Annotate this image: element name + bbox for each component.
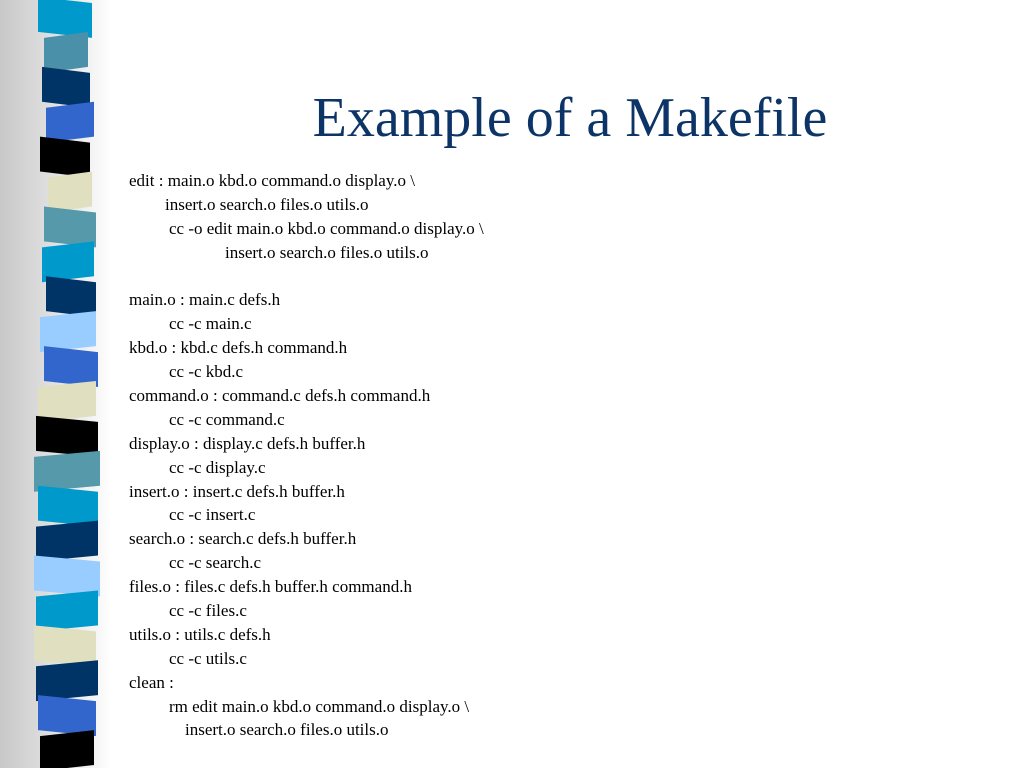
stripe-band [34, 451, 100, 492]
stripe-band [34, 556, 100, 597]
stripe-band [36, 660, 98, 701]
stripe-band [44, 346, 98, 387]
code-line: insert.o : insert.c defs.h buffer.h [129, 481, 345, 501]
stripe-band [42, 241, 94, 282]
code-line: files.o : files.c defs.h buffer.h command.h [129, 577, 412, 597]
stripe-band [40, 311, 96, 352]
code-line: command.o : command.c defs.h command.h [129, 386, 431, 406]
stripe-band [44, 206, 96, 247]
code-line: utils.o : utils.c defs.h [129, 624, 271, 644]
code-line: kbd.o : kbd.c defs.h command.h [129, 338, 348, 358]
code-line: search.o : search.c defs.h buffer.h [129, 529, 357, 549]
code-line: cc -c insert.c [169, 505, 256, 525]
stripe-band [34, 625, 96, 666]
code-line: rm edit main.o kbd.o command.o display.o \ [169, 696, 470, 716]
stripe-band [46, 276, 96, 317]
code-line: insert.o search.o files.o utils.o [185, 720, 389, 740]
stripe-band [36, 521, 98, 562]
code-line: cc -c display.c [169, 457, 266, 477]
code-line: cc -c main.c [169, 314, 252, 334]
stripe-band [48, 172, 92, 213]
stripe-band [42, 67, 90, 108]
stripe-band [38, 486, 98, 527]
code-line: display.o : display.c defs.h buffer.h [129, 433, 366, 453]
stripe-band [38, 695, 96, 736]
code-line: cc -c files.c [169, 601, 247, 621]
code-line: insert.o search.o files.o utils.o [225, 242, 429, 262]
code-line: cc -c kbd.c [169, 362, 244, 382]
decorative-stripe-column [0, 0, 112, 768]
stripe-band [36, 416, 98, 457]
stripe-band [40, 137, 90, 178]
stripe-band [40, 730, 94, 768]
code-line: main.o : main.c defs.h [129, 290, 281, 310]
code-line [129, 265, 989, 289]
slide-title: Example of a Makefile [312, 87, 828, 149]
code-line: cc -c command.c [169, 409, 285, 429]
code-line: clean : [129, 672, 174, 692]
stripe-band [36, 590, 98, 631]
code-line: cc -c utils.c [169, 648, 247, 668]
code-line: insert.o search.o files.o utils.o [165, 194, 369, 214]
stripe-band [38, 0, 92, 38]
code-line: edit : main.o kbd.o command.o display.o \ [129, 171, 415, 190]
stripe-band [38, 381, 96, 422]
code-line: cc -c search.c [169, 553, 262, 573]
stripe-band [44, 32, 88, 73]
stripe-band [46, 102, 94, 143]
makefile-code-block [129, 169, 989, 742]
code-line: cc -o edit main.o kbd.o command.o display.o \ [169, 218, 484, 238]
